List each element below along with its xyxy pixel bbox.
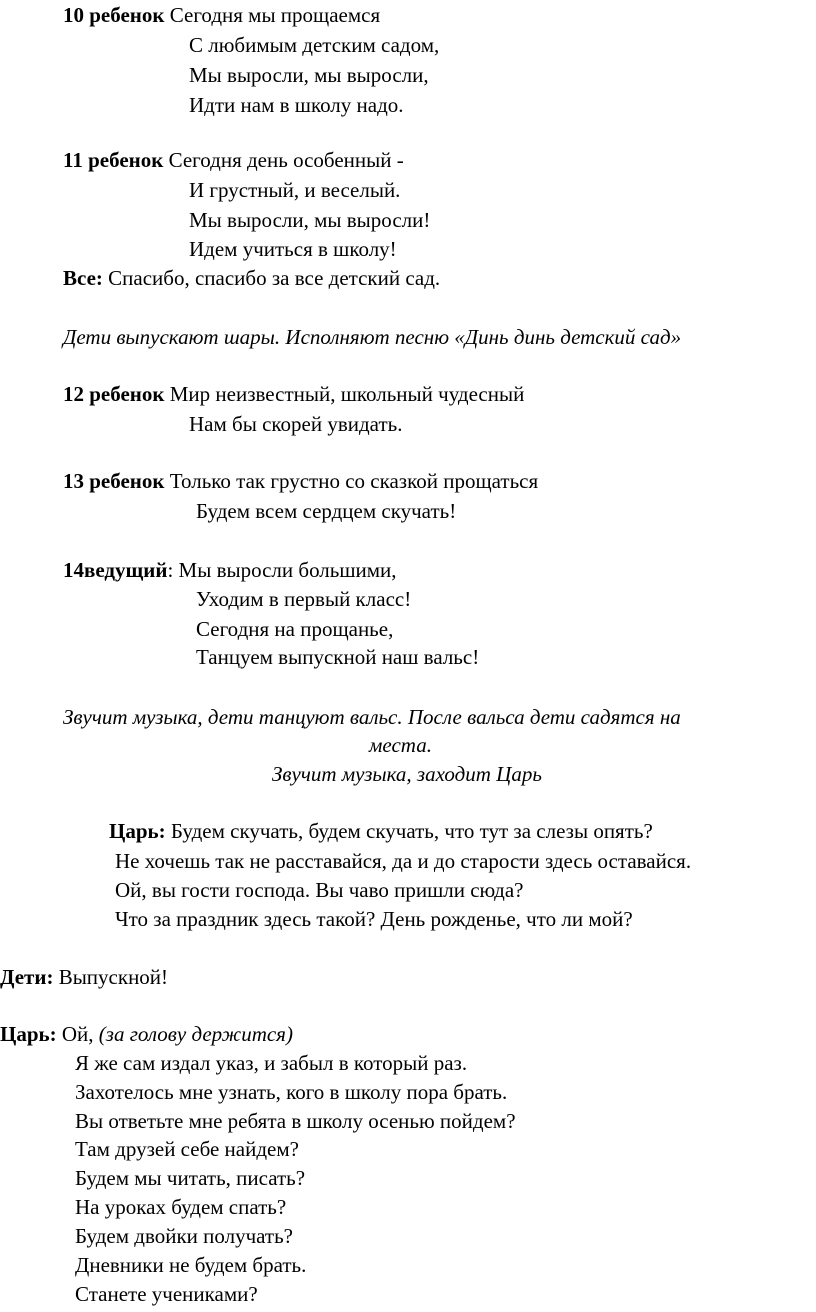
speaker-label: 12 ребенок xyxy=(63,382,165,406)
tsar2-line-5: Там друзей себе найдем? xyxy=(75,1137,299,1161)
tsar2-line-8: Будем двойки получать? xyxy=(75,1224,293,1248)
block11-line-2: И грустный, и веселый. xyxy=(189,178,401,202)
block10-line-1 xyxy=(63,0,380,30)
verse-text: Ой, xyxy=(61,1022,94,1046)
block10-line-3: Мы выросли, мы выросли, xyxy=(189,63,429,87)
tsar2-line-4: Вы ответьте мне ребята в школу осенью пойдем? xyxy=(75,1109,516,1133)
stage-direction-waltz: Звучит музыка, дети танцуют вальс. После вальса дети садятся на xyxy=(63,705,681,729)
verse-text: Мы выросли большими, xyxy=(178,558,397,582)
verse-text: Выпускной! xyxy=(58,965,169,989)
speaker-label: Дети: xyxy=(0,965,54,989)
block13-line-2: Будем всем сердцем скучать! xyxy=(196,499,457,523)
tsar1-line-1 xyxy=(109,816,653,846)
tsar1-line-4: Что за праздник здесь такой? День рожденье, что ли мой? xyxy=(115,907,633,931)
tsar2-line-3: Захотелось мне узнать, кого в школу пора брать. xyxy=(75,1080,508,1104)
speaker-label: Все: xyxy=(63,266,103,290)
block14-line-4: Танцуем выпускной наш вальс! xyxy=(196,645,480,669)
block13-line-1 xyxy=(63,466,538,496)
speaker-label: Царь: xyxy=(0,1022,57,1046)
tsar2-line-6: Будем мы читать, писать? xyxy=(75,1166,306,1190)
block14-line-2: Уходим в первый класс! xyxy=(196,587,412,611)
block11-line-4: Идем учиться в школу! xyxy=(189,237,397,261)
tsar2-line-2: Я же сам издал указ, и забыл в который раз. xyxy=(75,1051,468,1075)
stage-direction-tsar-enters: Звучит музыка, заходит Царь xyxy=(272,762,542,786)
verse-text: Только так грустно со сказкой прощаться xyxy=(169,469,539,493)
verse-text: Будем скучать, будем скучать, что тут за слезы опять? xyxy=(170,819,653,843)
block11-line-1 xyxy=(63,145,404,175)
stage-direction-balloons: Дети выпускают шары. Исполняют песню «Динь динь детский сад» xyxy=(63,325,682,349)
stage-remark: (за голову держится) xyxy=(98,1022,293,1046)
verse-text: Мир неизвестный, школьный чудесный xyxy=(169,382,525,406)
block14-line-3: Сегодня на прощанье, xyxy=(196,617,394,641)
speaker-label: 13 ребенок xyxy=(63,469,165,493)
kids-line xyxy=(0,962,168,992)
block12-line-2: Нам бы скорей увидать. xyxy=(189,412,403,436)
tsar2-line-1 xyxy=(0,1019,293,1049)
speaker-colon: : xyxy=(167,558,174,582)
tsar1-line-2: Не хочешь так не расставайся, да и до старости здесь оставайся. xyxy=(115,849,692,873)
verse-text: Сегодня мы прощаемся xyxy=(169,3,381,27)
speaker-label: 10 ребенок xyxy=(63,3,165,27)
speaker-label: 11 ребенок xyxy=(63,148,164,172)
block10-line-2: С любимым детским садом, xyxy=(189,33,440,57)
verse-text: Сегодня день особенный - xyxy=(168,148,404,172)
tsar2-line-9: Дневники не будем брать. xyxy=(75,1253,307,1277)
block10-line-4: Идти нам в школу надо. xyxy=(189,93,404,117)
block11-line-3: Мы выросли, мы выросли! xyxy=(189,208,431,232)
speaker-label: 14ведущий xyxy=(63,558,168,582)
block14-line-1 xyxy=(63,555,397,585)
speaker-label: Царь: xyxy=(109,819,166,843)
tsar2-line-10: Станете учениками? xyxy=(75,1282,258,1306)
block12-line-1 xyxy=(63,379,524,409)
tsar2-line-7: На уроках будем спать? xyxy=(75,1195,287,1219)
stage-direction-waltz-cont: места. xyxy=(369,733,432,757)
all-line xyxy=(63,263,440,293)
verse-text: Спасибо, спасибо за все детский сад. xyxy=(108,266,441,290)
tsar1-line-3: Ой, вы гости господа. Вы чаво пришли сюда? xyxy=(115,878,524,902)
